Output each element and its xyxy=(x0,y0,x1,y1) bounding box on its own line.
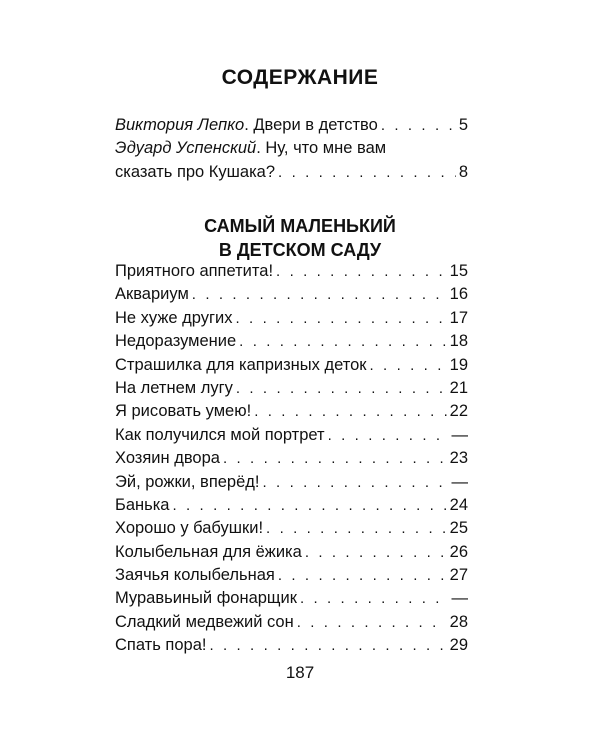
toc-entry xyxy=(115,589,468,612)
entry-page: — xyxy=(451,472,468,491)
entry-page: 17 xyxy=(449,308,468,327)
toc-entry xyxy=(115,496,468,519)
intro-contents xyxy=(115,116,468,186)
entry-page: — xyxy=(451,425,468,444)
dot-leader xyxy=(300,590,449,607)
toc-entry xyxy=(115,426,468,449)
entry-page: 29 xyxy=(449,636,468,655)
dot-leader xyxy=(328,427,449,444)
entry-page: 27 xyxy=(449,566,468,585)
dot-leader xyxy=(236,380,447,397)
dot-leader xyxy=(239,333,446,350)
entry-title: Эй, рожки, вперёд! xyxy=(115,472,260,491)
entry-author: Эдуард Успенский xyxy=(115,139,257,158)
toc-entry xyxy=(115,613,468,636)
page-title: СОДЕРЖАНИЕ xyxy=(221,66,379,89)
entry-title: Не хуже других xyxy=(115,308,233,327)
dot-leader xyxy=(192,286,447,303)
entry-page: 26 xyxy=(449,542,468,561)
dot-leader xyxy=(276,263,447,280)
entry-title: сказать про Кушака? xyxy=(115,162,276,181)
section-contents xyxy=(115,262,468,660)
entry-title: На летнем лугу xyxy=(115,378,233,397)
entry-page: 28 xyxy=(449,612,468,631)
dot-leader xyxy=(223,450,447,467)
entry-page: 22 xyxy=(449,402,468,421)
toc-entry xyxy=(115,543,468,566)
toc-entry xyxy=(115,402,468,425)
toc-entry xyxy=(115,566,468,589)
entry-page: 21 xyxy=(449,378,468,397)
entry-page: 18 xyxy=(449,332,468,351)
entry-page: 5 xyxy=(458,116,468,134)
toc-entry xyxy=(115,519,468,542)
entry-title: Заячья колыбельная xyxy=(115,566,275,585)
dot-leader xyxy=(172,497,446,514)
entry-title: Муравьиный фонарщик xyxy=(115,589,297,608)
entry-author: Виктория Лепко xyxy=(115,116,245,134)
dot-leader xyxy=(381,117,456,134)
entry-title xyxy=(115,116,378,135)
entry-title: Сладкий медвежий сон xyxy=(115,612,294,631)
entry-title: Аквариум xyxy=(115,285,189,304)
toc-entry xyxy=(115,262,468,285)
toc-entry xyxy=(115,473,468,496)
dot-leader xyxy=(263,474,449,491)
entry-title: Хорошо у бабушки! xyxy=(115,519,264,538)
entry-work: . Двери в детство xyxy=(244,116,378,134)
entry-title: Приятного аппетита! xyxy=(115,262,274,280)
dot-leader xyxy=(254,403,446,420)
toc-entry xyxy=(115,309,468,332)
section-heading-line2: В ДЕТСКОМ САДУ xyxy=(218,240,382,260)
dot-leader xyxy=(236,310,447,327)
entry-work: . Ну, что мне вам xyxy=(256,139,387,158)
toc-entry xyxy=(115,285,468,308)
dot-leader xyxy=(266,520,447,537)
entry-page: — xyxy=(451,589,468,608)
toc-entry xyxy=(115,636,468,659)
entry-title: Колыбельная для ёжика xyxy=(115,542,302,561)
dot-leader xyxy=(370,357,447,374)
toc-entry xyxy=(115,356,468,379)
toc-entry-continued xyxy=(115,163,468,186)
entry-page: 16 xyxy=(449,285,468,304)
toc-entry xyxy=(115,379,468,402)
entry-page: 8 xyxy=(458,162,468,181)
section-heading xyxy=(0,214,600,262)
entry-page: 23 xyxy=(449,449,468,468)
entry-page: 24 xyxy=(449,495,468,514)
toc-entry xyxy=(115,332,468,355)
entry-page: 15 xyxy=(449,262,468,280)
entry-title: Страшилка для капризных деток xyxy=(115,355,367,374)
entry-title: Я рисовать умею! xyxy=(115,402,252,421)
entry-title: Недоразумение xyxy=(115,332,237,351)
toc-entry xyxy=(115,116,468,139)
dot-leader xyxy=(297,614,447,631)
dot-leader xyxy=(209,637,446,654)
section-heading-line1: САМЫЙ МАЛЕНЬКИЙ xyxy=(204,216,396,236)
dot-leader xyxy=(278,164,456,181)
dot-leader xyxy=(305,544,447,561)
toc-entry xyxy=(115,449,468,472)
entry-title: Спать пора! xyxy=(115,636,207,655)
entry-page: 19 xyxy=(449,355,468,374)
dot-leader xyxy=(278,567,447,584)
entry-title: Хозяин двора xyxy=(115,449,220,468)
page-number: 187 xyxy=(285,663,315,682)
entry-title: Как получился мой портрет xyxy=(115,425,325,444)
toc-entry-line xyxy=(115,139,468,162)
entry-title: Банька xyxy=(115,495,170,514)
entry-page: 25 xyxy=(449,519,468,538)
